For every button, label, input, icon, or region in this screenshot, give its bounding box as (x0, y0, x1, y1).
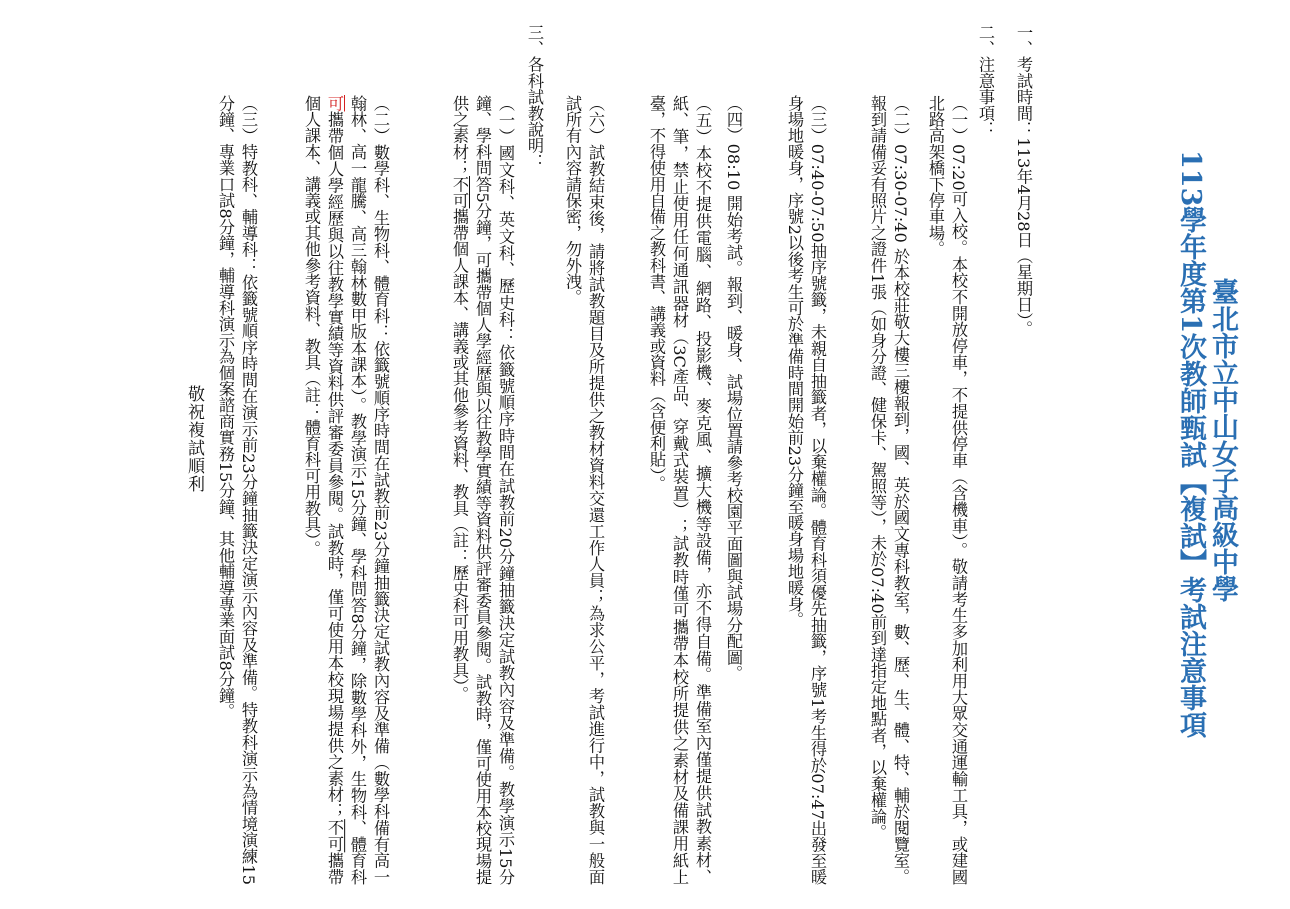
note-5: （五）本校不提供電腦、網路、投影機、麥克風、擴大機等設備，亦不得自備。準備室內僅提供試教素材、紙、筆，禁止使用任何通訊器材（3C產品、穿戴式裝置）；試教時僅可攜帶本校所提供之素材及備課用紙上臺，不得使用自備之教科書、講義或資料（含便利貼）。 (647, 95, 712, 885)
note-1: （一）07:20可入校。本校不開放停車，不提供停車（含機車）。敬請考生多加利用大眾交通運輸工具，或建國北路高架橋下停車場。 (926, 95, 968, 885)
section-notes-heading: 二、注意事項： (976, 24, 995, 138)
subject-3-text: （三）特教科、輔導科：依籤號順序時間在演示前23分鐘抽籤決定演示內容及準備。特教科演示為情境演練15分鐘、專業口試8分鐘，輔導科演示為個案諮商實務15分鐘、其他輔導專業面試8分鐘。 (216, 95, 258, 885)
section-exam-time: 一、考試時間：113年4月28日（星期日）。 (1014, 24, 1033, 337)
section-subjects-heading: 三、各科試教說明： (525, 24, 544, 170)
subject-chinese-english-history (395, 95, 517, 885)
note-6: （六）試教結束後，請將試教題目及所提供之教材資料交還工作人員；為求公平，考試進行中，試教與一般面試所有內容請保密，勿外洩。 (563, 95, 605, 885)
title-exam: 113學年度第1次教師甄試【複試】考試注意事項 (1175, 150, 1206, 739)
subject-2-red-emphasis: 可 (325, 95, 344, 112)
note-4: （四）08:10 開始考試。報到、暖身、試場位置請參考校園平面圖與試場分配圖。 (724, 95, 743, 682)
subject-1-emphasis: 不可 (450, 176, 469, 209)
subject-2-text-c: 攜帶個人課本、講義或其他參考資料、教具（註：體育科可用教具）。 (302, 95, 344, 886)
page-title (1163, 150, 1238, 890)
subject-math-biology-pe (264, 95, 392, 885)
subject-1-text-a: （一）國文科、英文科、歷史科：依籤號順序時間在試教前20分鐘抽籤決定試教內容及準備。教學演示15分鐘、學科問答5分鐘，可攜帶個人學經歷與以往教學實績等資料供評審委員參閱。試教時，僅可使用本校現場提供之素材； (450, 95, 515, 885)
subject-2-emphasis: 不可 (325, 819, 344, 853)
note-3: （三）07:40-07:50抽序號籤，未親自抽籤者，以棄權論。體育科須優先抽籤，序號1考生得於07:47出發至暖身場地暖身，序號2以後考生可於準備時間開始前23分鐘至暖身場地暖身。 (785, 95, 827, 885)
subject-1-text-b: 攜帶個人課本、講義或其他參考資料、教具（註：歷史科可用教具）。 (450, 208, 469, 703)
subject-2-text-a: （二）數學科、生物科、體育科：依籤號順序時間在試教前23分鐘抽籤決定試教內容及準備（數學科備有高一翰林、高一龍騰、高三翰林數甲版本課本）。教學演示15分鐘、學科問答8分鐘，除數學科外，生物科、體育科 (348, 95, 390, 885)
title-school: 臺北市立中山女子高級中學 (1207, 278, 1238, 602)
note-2: （二）07:30-07:40 於本校莊敬大樓三樓報到，國、英於國文專科教室，數、歷、生、體、特、輔於閱覽室。報到請備妥有照片之證件1張（如身分證、健保卡、駕照等），未於07:40前到達指定地點者，以棄權論。 (868, 95, 910, 885)
subject-2-text-b: 攜帶個人學經歷與以往教學實績等資料供評審委員參閱。試教時，僅可使用本校現場提供之素材； (325, 111, 344, 820)
closing-text: 敬祝複試順利 (184, 385, 204, 493)
